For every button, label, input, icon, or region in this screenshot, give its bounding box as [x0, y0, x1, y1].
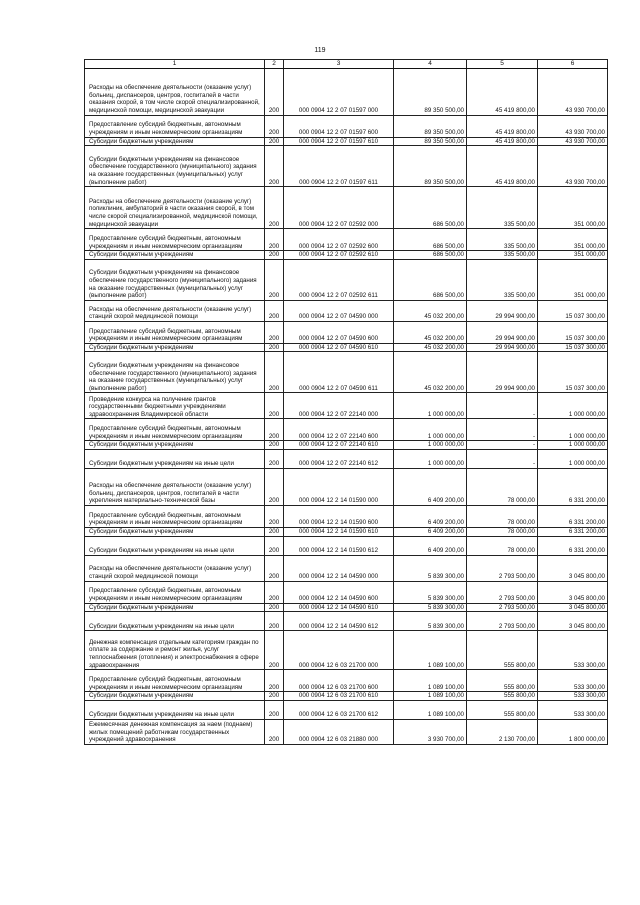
row-amount-year-1: - [467, 441, 538, 450]
row-amount-year-1: 78 000,00 [467, 536, 538, 555]
row-amount-total: 1 000 000,00 [394, 393, 467, 419]
row-amount-total: 89 350 500,00 [394, 115, 467, 137]
row-amount-total: 6 409 200,00 [394, 468, 467, 505]
column-header: 2 [265, 60, 284, 69]
row-amount-year-1: 29 994 900,00 [467, 343, 538, 352]
row-classification-code: 000 0904 12 2 07 22140 000 [284, 393, 394, 419]
row-description: Предоставление субсидий бюджетным, автономным учреждениям и иным некоммерческим организациям [85, 505, 265, 527]
table-row [85, 536, 608, 555]
row-amount-year-2: 533 300,00 [538, 631, 608, 670]
row-amount-year-1: 2 793 500,00 [467, 612, 538, 631]
row-amount-total: 89 350 500,00 [394, 137, 467, 146]
row-description: Субсидии бюджетным учреждениям на финансовое обеспечение государственного (муниципального) задания на оказание государственных (муниципальных) услуг (выполнение работ) [85, 259, 265, 300]
row-grbs-code: 200 [265, 343, 284, 352]
row-amount-year-1: 78 000,00 [467, 468, 538, 505]
row-amount-total: 6 409 200,00 [394, 505, 467, 527]
row-classification-code: 000 0904 12 2 07 22140 600 [284, 419, 394, 441]
row-description: Субсидии бюджетным учреждениям [85, 251, 265, 260]
table-row [85, 505, 608, 527]
row-amount-total: 89 350 500,00 [394, 68, 467, 115]
row-amount-year-2: 351 000,00 [538, 187, 608, 229]
row-amount-year-2: 533 300,00 [538, 670, 608, 692]
row-amount-year-1: 2 793 500,00 [467, 555, 538, 581]
row-classification-code: 000 0904 12 2 07 02592 611 [284, 259, 394, 300]
row-amount-year-2: 1 800 000,00 [538, 719, 608, 744]
row-description: Субсидии бюджетным учреждениям на иные цели [85, 536, 265, 555]
row-grbs-code: 200 [265, 300, 284, 321]
row-description: Расходы на обеспечение деятельности (оказание услуг) станций скорой медицинской помощи [85, 300, 265, 321]
row-amount-year-2: 6 331 200,00 [538, 527, 608, 536]
row-grbs-code: 200 [265, 631, 284, 670]
row-amount-total: 1 089 100,00 [394, 670, 467, 692]
row-description: Ежемесячная денежная компенсация за наем (поднаем) жилых помещений работникам государственных учреждений здравоохранения [85, 719, 265, 744]
row-description: Денежная компенсация отдельным категориям граждан по оплате за содержание и ремонт жилья, услуг теплоснабжения (отопления) и электроснабжения в сфере здравоохранения [85, 631, 265, 670]
table-row [85, 419, 608, 441]
row-amount-total: 1 089 100,00 [394, 700, 467, 719]
row-classification-code: 000 0904 12 2 07 01597 000 [284, 68, 394, 115]
table-row [85, 441, 608, 450]
row-amount-year-2: 351 000,00 [538, 259, 608, 300]
row-classification-code: 000 0904 12 6 03 21700 612 [284, 700, 394, 719]
table-row [85, 612, 608, 631]
row-amount-year-2: 43 930 700,00 [538, 137, 608, 146]
row-description: Субсидии бюджетным учреждениям [85, 603, 265, 612]
table-row [85, 692, 608, 701]
row-amount-year-2: 3 045 800,00 [538, 581, 608, 603]
column-header: 1 [85, 60, 265, 69]
row-amount-year-2: 1 000 000,00 [538, 419, 608, 441]
row-description: Предоставление субсидий бюджетным, автономным учреждениям и иным некоммерческим организациям [85, 321, 265, 343]
row-grbs-code: 200 [265, 393, 284, 419]
row-description: Субсидии бюджетным учреждениям [85, 692, 265, 701]
table-row [85, 259, 608, 300]
row-amount-year-1: 45 419 800,00 [467, 146, 538, 187]
row-amount-year-1: 45 419 800,00 [467, 68, 538, 115]
row-amount-year-2: 1 000 000,00 [538, 441, 608, 450]
row-amount-year-2: 533 300,00 [538, 692, 608, 701]
row-amount-year-1: 555 800,00 [467, 631, 538, 670]
row-amount-year-2: 15 037 300,00 [538, 321, 608, 343]
table-row [85, 343, 608, 352]
table-row [85, 719, 608, 744]
row-description: Предоставление субсидий бюджетным, автономным учреждениям и иным некоммерческим организациям [85, 670, 265, 692]
row-grbs-code: 200 [265, 187, 284, 229]
row-classification-code: 000 0904 12 2 07 22140 610 [284, 441, 394, 450]
row-amount-year-2: 43 930 700,00 [538, 146, 608, 187]
row-grbs-code: 200 [265, 468, 284, 505]
row-amount-total: 686 500,00 [394, 229, 467, 251]
row-grbs-code: 200 [265, 259, 284, 300]
row-amount-year-1: 29 994 900,00 [467, 352, 538, 393]
column-header: 3 [284, 60, 394, 69]
table-row [85, 393, 608, 419]
row-amount-year-1: 2 130 700,00 [467, 719, 538, 744]
row-amount-year-1: - [467, 419, 538, 441]
row-amount-year-1: - [467, 449, 538, 468]
row-amount-total: 5 839 300,00 [394, 612, 467, 631]
row-amount-total: 1 089 100,00 [394, 631, 467, 670]
row-classification-code: 000 0904 12 6 03 21700 610 [284, 692, 394, 701]
row-grbs-code: 200 [265, 612, 284, 631]
row-description: Расходы на обеспечение деятельности (оказание услуг) больниц, диспансеров, центров, госпиталей в части укрепления материально-технической базы [85, 468, 265, 505]
table-row [85, 115, 608, 137]
row-amount-total: 686 500,00 [394, 251, 467, 260]
row-amount-total: 45 032 200,00 [394, 343, 467, 352]
budget-table-body [85, 60, 608, 745]
row-amount-year-2: 15 037 300,00 [538, 352, 608, 393]
row-description: Предоставление субсидий бюджетным, автономным учреждениям и иным некоммерческим организациям [85, 419, 265, 441]
row-amount-year-1: 78 000,00 [467, 527, 538, 536]
row-amount-year-2: 6 331 200,00 [538, 468, 608, 505]
row-grbs-code: 200 [265, 719, 284, 744]
row-grbs-code: 200 [265, 527, 284, 536]
row-description: Субсидии бюджетным учреждениям на иные цели [85, 612, 265, 631]
row-classification-code: 000 0904 12 2 14 01590 612 [284, 536, 394, 555]
row-amount-year-1: 2 793 500,00 [467, 603, 538, 612]
row-amount-year-2: 6 331 200,00 [538, 505, 608, 527]
row-amount-year-2: 1 000 000,00 [538, 449, 608, 468]
row-description: Расходы на обеспечение деятельности (оказание услуг) поликлиник, амбулаторий в части оказания скорой, в том числе скорой специализированной, медицинской помощи, медицинской эвакуации [85, 187, 265, 229]
row-grbs-code: 200 [265, 441, 284, 450]
row-grbs-code: 200 [265, 419, 284, 441]
row-classification-code: 000 0904 12 2 14 04590 610 [284, 603, 394, 612]
row-classification-code: 000 0904 12 2 14 04590 612 [284, 612, 394, 631]
table-row [85, 352, 608, 393]
row-amount-year-1: 335 500,00 [467, 229, 538, 251]
row-description: Расходы на обеспечение деятельности (оказание услуг) больниц, диспансеров, центров, госпиталей в части оказания скорой, в том числе скорой специализированной, медицинской помощи, медицинской эвакуации [85, 68, 265, 115]
row-classification-code: 000 0904 12 6 03 21700 000 [284, 631, 394, 670]
table-row [85, 555, 608, 581]
column-header: 6 [538, 60, 608, 69]
row-description: Предоставление субсидий бюджетным, автономным учреждениям и иным некоммерческим организациям [85, 229, 265, 251]
row-amount-year-2: 351 000,00 [538, 229, 608, 251]
row-grbs-code: 200 [265, 700, 284, 719]
row-amount-year-1: 45 419 800,00 [467, 115, 538, 137]
row-amount-year-2: 3 045 800,00 [538, 555, 608, 581]
row-amount-year-2: 43 930 700,00 [538, 115, 608, 137]
row-amount-year-2: 15 037 300,00 [538, 343, 608, 352]
table-row [85, 300, 608, 321]
row-grbs-code: 200 [265, 146, 284, 187]
row-amount-total: 5 839 300,00 [394, 555, 467, 581]
row-description: Субсидии бюджетным учреждениям на иные цели [85, 449, 265, 468]
row-grbs-code: 200 [265, 251, 284, 260]
row-amount-total: 89 350 500,00 [394, 146, 467, 187]
row-amount-year-1: 335 500,00 [467, 259, 538, 300]
row-amount-year-2: 3 045 800,00 [538, 612, 608, 631]
row-amount-year-2: 15 037 300,00 [538, 300, 608, 321]
row-amount-year-1: - [467, 393, 538, 419]
row-classification-code: 000 0904 12 2 07 02592 000 [284, 187, 394, 229]
row-amount-year-1: 555 800,00 [467, 670, 538, 692]
row-amount-year-1: 335 500,00 [467, 251, 538, 260]
row-grbs-code: 200 [265, 229, 284, 251]
row-amount-total: 5 839 300,00 [394, 603, 467, 612]
table-row [85, 68, 608, 115]
row-amount-year-1: 335 500,00 [467, 187, 538, 229]
row-amount-total: 3 930 700,00 [394, 719, 467, 744]
row-grbs-code: 200 [265, 536, 284, 555]
row-amount-year-1: 555 800,00 [467, 692, 538, 701]
row-classification-code: 000 0904 12 2 07 04590 000 [284, 300, 394, 321]
table-row [85, 700, 608, 719]
row-description: Субсидии бюджетным учреждениям [85, 137, 265, 146]
row-classification-code: 000 0904 12 2 14 01590 000 [284, 468, 394, 505]
row-classification-code: 000 0904 12 2 07 02592 610 [284, 251, 394, 260]
table-row [85, 631, 608, 670]
table-row [85, 146, 608, 187]
row-grbs-code: 200 [265, 555, 284, 581]
row-description: Субсидии бюджетным учреждениям [85, 527, 265, 536]
table-row [85, 187, 608, 229]
row-classification-code: 000 0904 12 2 07 22140 612 [284, 449, 394, 468]
row-amount-total: 45 032 200,00 [394, 300, 467, 321]
budget-table [84, 59, 608, 745]
row-amount-total: 1 000 000,00 [394, 441, 467, 450]
row-amount-year-2: 6 331 200,00 [538, 536, 608, 555]
row-amount-year-1: 29 994 900,00 [467, 300, 538, 321]
row-grbs-code: 200 [265, 505, 284, 527]
page-number: 119 [314, 47, 326, 54]
row-amount-year-1: 29 994 900,00 [467, 321, 538, 343]
row-description: Субсидии бюджетным учреждениям [85, 441, 265, 450]
row-classification-code: 000 0904 12 2 07 01597 611 [284, 146, 394, 187]
row-classification-code: 000 0904 12 2 14 01590 610 [284, 527, 394, 536]
row-grbs-code: 200 [265, 603, 284, 612]
table-row [85, 603, 608, 612]
row-classification-code: 000 0904 12 6 03 21880 000 [284, 719, 394, 744]
row-classification-code: 000 0904 12 6 03 21700 600 [284, 670, 394, 692]
row-amount-total: 686 500,00 [394, 187, 467, 229]
table-row [85, 581, 608, 603]
column-header: 4 [394, 60, 467, 69]
table-row [85, 229, 608, 251]
column-header: 5 [467, 60, 538, 69]
row-grbs-code: 200 [265, 68, 284, 115]
row-amount-year-2: 351 000,00 [538, 251, 608, 260]
table-header-row [85, 60, 608, 69]
row-amount-total: 686 500,00 [394, 259, 467, 300]
row-grbs-code: 200 [265, 321, 284, 343]
row-amount-year-1: 45 419 800,00 [467, 137, 538, 146]
table-row [85, 321, 608, 343]
row-amount-total: 1 089 100,00 [394, 692, 467, 701]
row-classification-code: 000 0904 12 2 07 01597 600 [284, 115, 394, 137]
row-amount-year-1: 555 800,00 [467, 700, 538, 719]
row-amount-total: 45 032 200,00 [394, 321, 467, 343]
row-grbs-code: 200 [265, 581, 284, 603]
table-row [85, 251, 608, 260]
row-grbs-code: 200 [265, 670, 284, 692]
row-grbs-code: 200 [265, 692, 284, 701]
row-classification-code: 000 0904 12 2 14 04590 000 [284, 555, 394, 581]
table-row [85, 449, 608, 468]
row-amount-year-2: 1 000 000,00 [538, 393, 608, 419]
row-classification-code: 000 0904 12 2 07 04590 611 [284, 352, 394, 393]
row-amount-year-1: 78 000,00 [467, 505, 538, 527]
row-description: Предоставление субсидий бюджетным, автономным учреждениям и иным некоммерческим организациям [85, 581, 265, 603]
row-amount-total: 5 839 300,00 [394, 581, 467, 603]
row-grbs-code: 200 [265, 137, 284, 146]
row-amount-year-2: 43 930 700,00 [538, 68, 608, 115]
row-amount-year-2: 533 300,00 [538, 700, 608, 719]
row-description: Предоставление субсидий бюджетным, автономным учреждениям и иным некоммерческим организациям [85, 115, 265, 137]
row-amount-year-1: 2 793 500,00 [467, 581, 538, 603]
row-classification-code: 000 0904 12 2 07 01597 610 [284, 137, 394, 146]
table-row [85, 137, 608, 146]
row-description: Расходы на обеспечение деятельности (оказание услуг) станций скорой медицинской помощи [85, 555, 265, 581]
table-row [85, 468, 608, 505]
row-amount-total: 1 000 000,00 [394, 449, 467, 468]
row-amount-total: 6 409 200,00 [394, 536, 467, 555]
row-classification-code: 000 0904 12 2 07 04590 600 [284, 321, 394, 343]
row-classification-code: 000 0904 12 2 14 01590 600 [284, 505, 394, 527]
row-amount-total: 45 032 200,00 [394, 352, 467, 393]
row-description: Субсидии бюджетным учреждениям на финансовое обеспечение государственного (муниципального) задания на оказание государственных (муниципальных) услуг (выполнение работ) [85, 146, 265, 187]
row-description: Субсидии бюджетным учреждениям на финансовое обеспечение государственного (муниципального) задания на оказание государственных (муниципальных) услуг (выполнение работ) [85, 352, 265, 393]
row-description: Субсидии бюджетным учреждениям [85, 343, 265, 352]
table-row [85, 670, 608, 692]
row-grbs-code: 200 [265, 449, 284, 468]
row-amount-total: 6 409 200,00 [394, 527, 467, 536]
row-description: Субсидии бюджетным учреждениям на иные цели [85, 700, 265, 719]
row-amount-year-2: 3 045 800,00 [538, 603, 608, 612]
row-classification-code: 000 0904 12 2 07 02592 600 [284, 229, 394, 251]
row-classification-code: 000 0904 12 2 14 04590 600 [284, 581, 394, 603]
row-classification-code: 000 0904 12 2 07 04590 610 [284, 343, 394, 352]
row-grbs-code: 200 [265, 115, 284, 137]
row-amount-total: 1 000 000,00 [394, 419, 467, 441]
row-grbs-code: 200 [265, 352, 284, 393]
table-row [85, 527, 608, 536]
row-description: Проведение конкурса на получение грантов государственными бюджетными учреждениями здравоохранения Владимирской области [85, 393, 265, 419]
